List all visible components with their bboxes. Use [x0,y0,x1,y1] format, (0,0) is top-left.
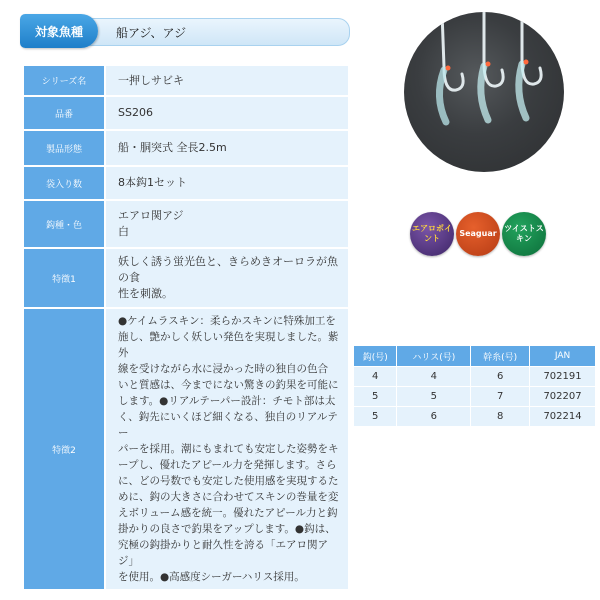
spec-value-line: ●ケイムラスキン：柔らかスキンに特殊加工を [118,315,336,327]
size-cell: 6 [397,407,471,427]
spec-label: 品番 [24,96,105,130]
spec-value-line: SS206 [118,106,153,119]
spec-row-package-count [24,166,348,200]
spec-value-line: 船・胴突式 全長2.5m [118,141,227,154]
size-cell: 4 [354,367,397,387]
spec-label: 特徴1 [24,248,105,308]
target-fish-header [20,14,350,50]
spec-label: 特徴2 [24,308,105,590]
size-cell: 8 [471,407,530,427]
spec-value-line: を使用。●高感度シーガーハリス採用。 [118,571,305,583]
sabiki-hooks-image [404,12,564,172]
spec-value [105,248,348,308]
spec-table [24,66,348,591]
spec-row-product-code [24,96,348,130]
spec-row-hook-type [24,200,348,248]
size-cell: 702214 [530,407,596,427]
spec-value-line: 掛かりの良さで釣果をアップします。●鈎は、 [118,523,336,535]
spec-value-line: 究極の鈎掛かりと耐久性を誇る「エアロ関アジ」 [118,539,328,567]
size-cell: 5 [354,407,397,427]
table-row [354,367,596,387]
size-col-harris: ハリス(号) [397,346,471,367]
spec-value [105,308,348,590]
spec-value-line: 8本鈎1セット [118,176,187,189]
spec-value-line: 白 [118,225,129,238]
table-row [354,387,596,407]
spec-value [105,66,348,96]
spec-row-feature2 [24,308,348,590]
spec-row-series [24,66,348,96]
spec-value-line: 妖しく誘う蛍光色と、きらめきオーロラが魚の食 [118,255,338,284]
target-fish-value: 船アジ、アジ [116,26,187,40]
spec-label: 袋入り数 [24,166,105,200]
size-col-mainline: 幹糸(号) [471,346,530,367]
seaguar-badge-icon: Seaguar [456,212,500,256]
spec-value-line: に、どの号数でも安定した使用感を実現するた [118,475,339,487]
size-table-header-row [354,346,596,367]
spec-label: 製品形態 [24,130,105,166]
spec-label: シリーズ名 [24,66,105,96]
product-photo [404,12,564,172]
spec-value-line: 施し、艶かしく妖しい発色を実現しました。紫外 [118,331,339,359]
size-cell: 4 [397,367,471,387]
spec-value-line: く、鈎先にいくほど細くなる、独自のリアルテー [118,411,338,439]
aero-point-badge-icon: エアロポイント [410,212,454,256]
spec-label: 鈎種・色 [24,200,105,248]
spec-value-line: 線を受けながら水に浸かった時の独自の色合 [118,363,328,375]
spec-value-line: パーを採用。潮にもまれても安定した姿勢をキ [118,443,339,455]
size-table [354,346,596,426]
size-cell: 702207 [530,387,596,407]
spec-value [105,200,348,248]
spec-value-line: 一押しサビキ [118,73,184,87]
twist-skin-badge-icon: ツイストスキン [502,212,546,256]
spec-value-line: 性を刺激。 [118,287,173,300]
size-col-jan: JAN [530,346,596,367]
spec-value-line: エアロ関アジ [118,209,184,222]
spec-value [105,130,348,166]
spec-row-feature1 [24,248,348,308]
spec-value-line: えボリューム感を統一。優れたアピール力と鈎 [118,507,338,519]
size-cell: 5 [354,387,397,407]
size-cell: 5 [397,387,471,407]
spec-value-line: します。●リアルテーパー設計：チモト部は太 [118,395,336,407]
spec-value-line: めに、鈎の大きさに合わせてスキンの巻量を変 [118,491,339,503]
header-tab-label: 対象魚種 [20,14,98,48]
spec-value-line: いと質感は、今までにない驚きの釣果を可能に [118,379,339,391]
size-cell: 7 [471,387,530,407]
size-cell: 6 [471,367,530,387]
table-row [354,407,596,427]
size-cell: 702191 [530,367,596,387]
spec-value-line: ープし、優れたアピール力を発揮します。さら [118,459,337,471]
spec-value [105,166,348,200]
size-col-hook: 鈎(号) [354,346,397,367]
spec-value [105,96,348,130]
spec-row-product-form [24,130,348,166]
